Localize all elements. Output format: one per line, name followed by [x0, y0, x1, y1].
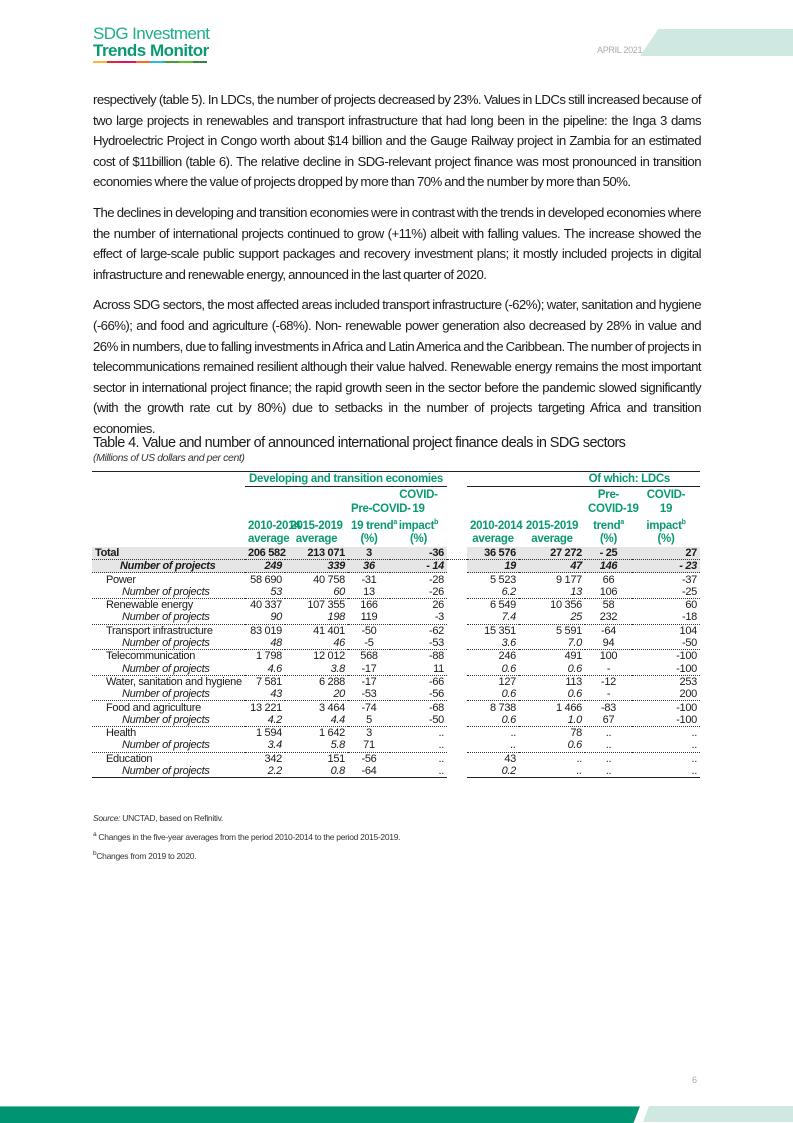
column-header: [585, 487, 639, 547]
gap: [447, 472, 467, 487]
table-cell: 198: [285, 611, 348, 624]
table-cell: -68: [429, 701, 444, 714]
table-cell: 5 591: [555, 624, 582, 637]
table-cell: 0.2: [467, 765, 519, 778]
table-cell: 15 351: [484, 624, 516, 637]
footnote-mark: a: [620, 519, 624, 526]
table-cell: 19: [467, 560, 519, 573]
table-cell: ..: [632, 739, 700, 752]
table-cell: 25: [519, 611, 585, 624]
body-text: [93, 90, 701, 450]
header-text: (%): [657, 533, 675, 546]
header-text: average: [472, 533, 514, 546]
table-cell: -3: [390, 611, 447, 624]
table-cell: 2.2: [245, 765, 285, 778]
table-cell: 9 177: [555, 573, 582, 586]
table-cell: 100: [599, 650, 618, 663]
column-header: [285, 487, 348, 547]
table-cell: 246: [498, 650, 516, 663]
color-segment: [193, 61, 207, 63]
table-row: [92, 701, 700, 714]
table-cell: -26: [390, 586, 447, 599]
row-label: Number of projects: [92, 663, 245, 676]
table-cell: 0.6: [467, 714, 519, 727]
table-row: [92, 573, 700, 586]
gap: [447, 487, 467, 547]
row-label: Number of projects: [92, 739, 245, 752]
table-cell: 3 464: [318, 701, 345, 714]
table-cell: ..: [438, 727, 444, 740]
table-cell: ..: [605, 752, 612, 765]
color-segment: [93, 61, 107, 63]
table-cell: 0.8: [285, 765, 348, 778]
table-row-sub: [92, 714, 700, 727]
header-text: trend: [593, 519, 621, 532]
header-text: 2010-2014: [470, 519, 523, 532]
footnote-mark: a: [393, 519, 397, 526]
table-cell: 12 012: [313, 650, 345, 663]
table-cell: 127: [498, 675, 516, 688]
table-cell: 3.6: [467, 637, 519, 650]
table-cell: 3.8: [285, 663, 348, 676]
table-cell: 5: [348, 714, 390, 727]
gap: [447, 637, 467, 650]
table-cell: 5 523: [489, 573, 516, 586]
table-cell: 43: [504, 752, 516, 765]
table-cell: -: [585, 688, 632, 701]
table-cell: 58: [602, 599, 615, 612]
table-row-sub: [92, 739, 700, 752]
color-segment: [122, 61, 136, 63]
gap: [447, 547, 467, 560]
table-cell: ..: [605, 727, 612, 740]
table-title: Table 4. Value and number of announced international project finance deals in SDG sectors: [93, 435, 626, 451]
table-cell: 6.2: [467, 586, 519, 599]
row-label: Transport infrastructure: [106, 624, 213, 637]
header-text: Pre-: [597, 489, 620, 501]
table-cell: 27: [632, 547, 700, 560]
gap: [447, 573, 467, 586]
gap: [447, 752, 467, 765]
table-cell: 119: [348, 611, 390, 624]
table-cell: 146: [585, 560, 632, 573]
table-cell: 166: [360, 599, 378, 612]
header-text: 2010-2014: [248, 519, 301, 532]
table-cell: 106: [585, 586, 632, 599]
footer-bar: [0, 1106, 640, 1123]
column-header: [519, 487, 585, 547]
table-cell: -64: [348, 765, 390, 778]
table-cell: -17: [348, 663, 390, 676]
paragraph: Across SDG sectors, the most affected areas included transport infrastructure (-62%); water, sanitation and hygiene (-66%); and food and agriculture (-68%). Non- renewable power generation also decreased by 28% in value and 26% in numbers, due to falling investments in Africa and Latin America and the Caribbean. The number of projects in telecommunications remained resilient although their value halved. Renewable energy remains the most important sector in international project finance; the rapid growth seen in the sector before the pandemic slowed significantly (with the growth rate cut by 80%) due to setbacks in the number of projects targeting Africa and transition economies.: [93, 297, 701, 436]
table-cell: 7 581: [255, 675, 282, 688]
header-text: COVID-19: [588, 502, 639, 515]
table-cell: -100: [676, 701, 697, 714]
row-label: Health: [106, 727, 136, 740]
gap: [447, 560, 467, 573]
table-cell: ..: [438, 752, 444, 765]
table-cell: 253: [679, 675, 697, 688]
color-segment: [150, 61, 164, 63]
table-cell: 47: [519, 560, 585, 573]
table-cell: 339: [285, 560, 348, 573]
table-cell: ..: [691, 752, 697, 765]
table-cell: 206 582: [245, 547, 285, 560]
table-cell: 151: [327, 752, 345, 765]
table-cell: -17: [361, 675, 377, 688]
gap: [447, 624, 467, 637]
table-cell: -100: [632, 714, 700, 727]
table-cell: -100: [632, 663, 700, 676]
table-cell: -12: [601, 675, 616, 688]
gap: [447, 688, 467, 701]
table-cell: 104: [679, 624, 697, 637]
table-cell: 3: [366, 727, 372, 740]
table-cell: 568: [360, 650, 378, 663]
table-cell: 13: [519, 586, 585, 599]
table-cell: 107 355: [307, 599, 345, 612]
table-cell: 83 019: [250, 624, 282, 637]
gap: [447, 611, 467, 624]
table-cell: -28: [429, 573, 444, 586]
group-header: Of which: LDCs: [467, 472, 700, 487]
table-notes: [93, 813, 400, 869]
table-cell: -56: [390, 688, 447, 701]
color-segment: [179, 61, 193, 63]
row-label: Total: [92, 547, 245, 560]
logo-color-bar: [93, 61, 207, 63]
table-cell: ..: [585, 739, 632, 752]
table-row-sub: [92, 663, 700, 676]
table-cell: 200: [632, 688, 700, 701]
table-cell: 20: [285, 688, 348, 701]
header-text: impact: [646, 519, 682, 532]
paragraph: The declines in developing and transition economies were in contrast with the trends in developed economies where the number of international projects continued to grow (+11%) albeit with falling values. The increase showed the effect of large-scale public support packages and recovery investment plans; it mostly included projects in digital infrastructure and renewable energy, announced in the last quarter of 2020.: [93, 204, 701, 282]
table-cell: ..: [585, 765, 632, 778]
table-cell: 58 690: [250, 573, 282, 586]
table-cell: - 14: [390, 560, 447, 573]
table-cell: 3: [348, 547, 390, 560]
gap: [447, 650, 467, 663]
gap: [447, 701, 467, 714]
color-segment: [107, 61, 121, 63]
table-cell: 13 221: [250, 701, 282, 714]
color-segment: [136, 61, 150, 63]
table-cell: 5.8: [285, 739, 348, 752]
table-cell: 60: [285, 586, 348, 599]
row-label: Number of projects: [92, 586, 245, 599]
table-cell: 4.4: [285, 714, 348, 727]
header-text: 2015-2019: [525, 519, 579, 532]
row-label: Renewable energy: [106, 599, 193, 612]
table-row-sub: [92, 586, 700, 599]
footnote-mark: b: [434, 519, 439, 526]
table-subtitle: (Millions of US dollars and per cent): [93, 452, 245, 464]
table-cell: ..: [510, 727, 516, 740]
table-cell: 8 738: [489, 701, 516, 714]
table-cell: ..: [390, 765, 447, 778]
table-cell: 3.4: [245, 739, 285, 752]
table-cell: -37: [682, 573, 697, 586]
gap: [447, 726, 467, 739]
table-cell: 0.6: [519, 688, 585, 701]
header-text: (%): [360, 533, 378, 546]
header-text: 19: [659, 502, 673, 515]
table-cell: 491: [564, 650, 582, 663]
column-header: [348, 487, 411, 547]
header-text: impact: [398, 519, 435, 532]
header-text: 19 trend: [351, 519, 394, 532]
table-cell: 6 549: [489, 599, 516, 612]
header-text: 19: [412, 502, 425, 515]
row-label: Number of projects: [92, 611, 245, 624]
footnote-mark: b: [681, 519, 686, 526]
table-cell: 90: [245, 611, 285, 624]
table-cell: 1 798: [255, 650, 282, 663]
table-cell: -36: [390, 547, 447, 560]
group-header: Developing and transition economies: [245, 472, 447, 487]
footnote-mark: a: [93, 831, 97, 838]
table-cell: 66: [602, 573, 615, 586]
table-cell: 40 758: [313, 573, 345, 586]
column-header: [390, 487, 447, 547]
gap: [447, 586, 467, 599]
gap: [447, 714, 467, 727]
table-cell: -53: [390, 637, 447, 650]
gap: [447, 675, 467, 688]
column-header: [245, 487, 301, 547]
table-cell: 1 642: [318, 727, 345, 740]
table-row-sub: [92, 765, 700, 778]
table-cell: 4.6: [245, 663, 285, 676]
header-text: 2015-2019: [290, 519, 343, 532]
table-row: [92, 675, 700, 688]
table-cell: -83: [601, 701, 616, 714]
header-text: average: [295, 533, 338, 546]
table-cell: 232: [585, 611, 632, 624]
table-cell: 249: [245, 560, 285, 573]
table-cell: -50: [390, 714, 447, 727]
source-label: Source:: [93, 813, 121, 823]
table-cell: 78: [570, 727, 582, 740]
row-label: Food and agriculture: [106, 701, 201, 714]
table-cell: - 23: [632, 560, 700, 573]
table-row: [92, 599, 700, 612]
table-cell: 13: [348, 586, 390, 599]
table-cell: ..: [632, 765, 700, 778]
footnote-text: Changes from 2019 to 2020.: [96, 850, 197, 861]
table-cell: 36: [348, 560, 390, 573]
table-cell: 46: [285, 637, 348, 650]
table-cell: 342: [264, 752, 282, 765]
header-text: (%): [600, 533, 617, 546]
header-decoration: [640, 29, 793, 56]
header-text: average: [248, 533, 290, 546]
table-cell: ..: [467, 739, 519, 752]
color-segment: [164, 61, 178, 63]
table-row: [92, 650, 700, 663]
table-row-sub: [92, 560, 700, 573]
table-row-sub: [92, 637, 700, 650]
table-cell: -53: [348, 688, 390, 701]
table-row: [92, 726, 700, 739]
table-cell: 0.6: [519, 663, 585, 676]
header-text: COVID-: [399, 489, 438, 501]
table-cell: -50: [361, 624, 377, 637]
table-cell: 213 071: [285, 547, 348, 560]
table-row-sub: [92, 688, 700, 701]
table-cell: 43: [245, 688, 285, 701]
row-label: Number of projects: [92, 688, 245, 701]
column-header: [467, 487, 523, 547]
logo-line2: Trends Monitor: [93, 41, 209, 60]
gap: [447, 739, 467, 752]
data-table: [92, 471, 700, 778]
table-cell: 0.6: [467, 663, 519, 676]
header-text: COVID-: [646, 489, 686, 501]
table-row: [92, 752, 700, 765]
table-cell: -88: [429, 650, 444, 663]
row-label: Water, sanitation and hygiene: [106, 675, 242, 688]
table-cell: 67: [585, 714, 632, 727]
table-cell: ..: [390, 739, 447, 752]
gap: [447, 663, 467, 676]
source-note: [93, 813, 400, 823]
table-cell: 60: [685, 599, 697, 612]
footnote-b: [93, 850, 400, 861]
table-cell: - 25: [585, 547, 632, 560]
table-cell: -50: [632, 637, 700, 650]
empty: [92, 472, 245, 487]
table-cell: 0.6: [467, 688, 519, 701]
table-cell: -31: [361, 573, 377, 586]
column-header: [632, 487, 700, 547]
logo: [93, 25, 209, 63]
empty: [92, 487, 245, 547]
logo-line1: SDG Investment: [93, 24, 210, 43]
table-cell: 1 466: [555, 701, 582, 714]
table-cell: 71: [348, 739, 390, 752]
table-cell: 113: [565, 675, 582, 688]
table-cell: ..: [691, 727, 697, 740]
table-cell: -18: [632, 611, 700, 624]
row-label: Education: [106, 752, 153, 765]
table-cell: -74: [361, 701, 377, 714]
table-cell: 7.0: [519, 637, 585, 650]
page-number: 6: [692, 1075, 698, 1085]
row-label: Number of projects: [92, 714, 245, 727]
table-cell: 94: [585, 637, 632, 650]
header-text: average: [531, 533, 573, 546]
table-row: [92, 547, 700, 560]
row-label: Number of projects: [92, 765, 245, 778]
table-cell: -: [585, 663, 632, 676]
footer-decoration: [643, 1106, 793, 1122]
table-cell: 1.0: [519, 714, 585, 727]
table-cell: 10 356: [550, 599, 582, 612]
row-label: Telecommunication: [106, 650, 196, 663]
row-label: Number of projects: [92, 560, 245, 573]
table-cell: 26: [432, 599, 444, 612]
table-cell: -62: [429, 624, 444, 637]
table-cell: 53: [245, 586, 285, 599]
footnote-mark: b: [93, 849, 97, 857]
table-cell: 27 272: [519, 547, 585, 560]
header-text: Pre-COVID-: [351, 502, 411, 515]
header-text: (%): [410, 533, 427, 546]
table-cell: 36 576: [467, 547, 519, 560]
table-cell: 4.2: [245, 714, 285, 727]
table-cell: ..: [519, 765, 585, 778]
footnote-text: Changes in the five-year averages from the period 2010-2014 to the period 2015-2019.: [96, 831, 401, 842]
table-cell: -100: [676, 650, 697, 663]
publication-date: APRIL 2021: [597, 45, 643, 55]
table-cell: ..: [576, 752, 582, 765]
table-row: [92, 624, 700, 637]
table-cell: 0.6: [519, 739, 585, 752]
table-cell: 7.4: [467, 611, 519, 624]
table-cell: -25: [632, 586, 700, 599]
row-label: Number of projects: [92, 637, 245, 650]
table-cell: 6 288: [318, 675, 345, 688]
footnote-a: [93, 831, 400, 842]
table-cell: 40 337: [250, 599, 282, 612]
paragraph: respectively (table 5). In LDCs, the number of projects decreased by 23%. Values in LDCs still increased because of two large projects in renewables and transport infrastructure that had long been in the pipeline: the Inga 3 dams Hydroelectric Project in Congo worth about $14 billion and the Gauge Railway project in Zambia for an estimated cost of $11billion (table 6). The relative decline in SDG-relevant project finance was most pronounced in transition economies where the value of projects dropped by more than 70% and the number by more than 50%.: [93, 92, 701, 190]
table-cell: -56: [361, 752, 377, 765]
table-cell: -66: [429, 675, 444, 688]
gap: [447, 765, 467, 778]
table-cell: 11: [390, 663, 447, 676]
table-cell: -5: [348, 637, 390, 650]
table-cell: 41 401: [313, 624, 345, 637]
source-text: UNCTAD, based on Refinitiv.: [120, 813, 223, 823]
table-row-sub: [92, 611, 700, 624]
table-cell: 1 594: [255, 727, 282, 740]
table-cell: -64: [601, 624, 616, 637]
gap: [447, 599, 467, 612]
table-cell: 48: [245, 637, 285, 650]
row-label: Power: [106, 573, 136, 586]
